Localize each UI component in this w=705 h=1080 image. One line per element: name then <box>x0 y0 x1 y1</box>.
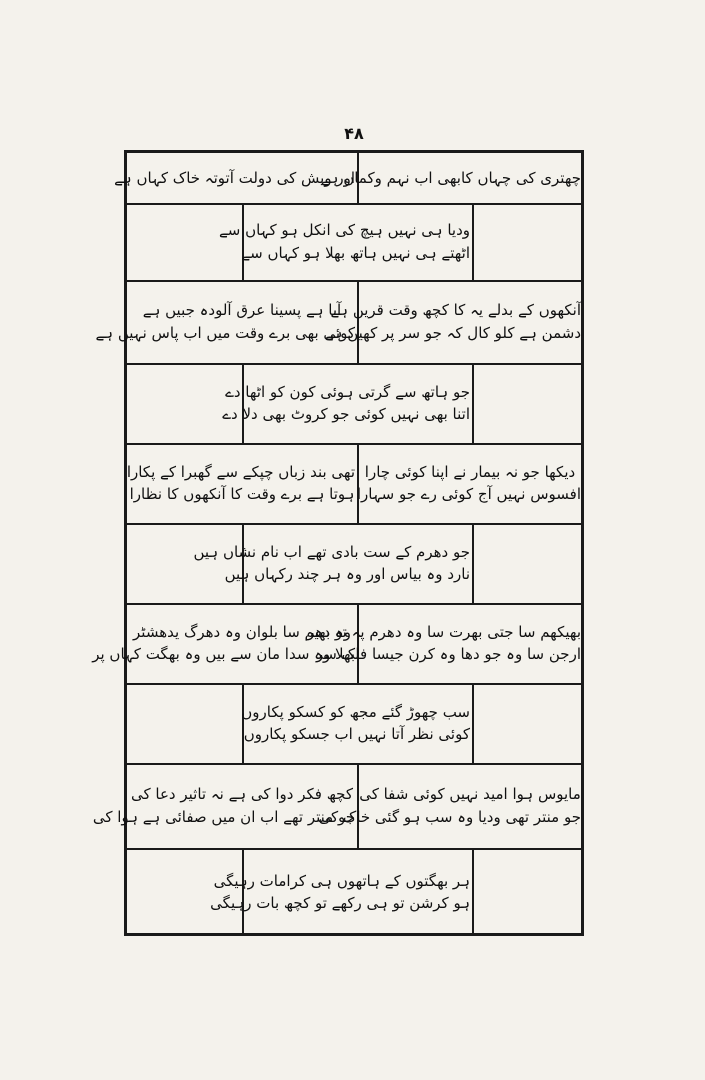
verse-line: جو منتر تھے اب ان میں صفائی ہے ہوا کی <box>92 807 355 826</box>
verse-line: آیا ہے پسینا عرق آلودہ جبیں ہے <box>142 301 342 319</box>
verse-line: چھتری کی چہاں کابھی اب نہم وکماں ہے <box>320 168 581 187</box>
poem-table <box>92 150 584 936</box>
column-divider <box>472 683 474 763</box>
verse-line: جو دھرم کے ست بادی تھے اب نام نشاں ہیں <box>193 542 470 561</box>
verse-line: اور ویش کی دولت آتوتہ خاک کہاں ہے <box>114 168 355 187</box>
verse-line: آنکھوں کے بدلے یہ کا کچھ وقت قریں ہے <box>330 301 581 319</box>
verse-line: دیکھا جو نہ بیمار نے اپنا کوئی چارا <box>364 462 576 481</box>
verse-line: ارجن سا وہ جو دھا وہ کرن جیسا فلک سر <box>316 645 581 663</box>
column-divider <box>472 848 474 936</box>
verse-left-cell <box>126 445 355 521</box>
verse-line: اتنا بھی نہیں کوئی جو کروٹ بھی دلا دے <box>222 405 470 423</box>
verse-line: بھیکھم سا جتی بھرت سا وہ دھرم پہ تو دھر <box>307 622 581 641</box>
verse-line: جو منتر تھی ودیا وہ سب ہو گئی خاک کی <box>318 807 581 826</box>
verse-line: بھلا وہ سدا مان سے بیں وہ بھگت کہاں پر <box>92 645 355 663</box>
verse-right-cell <box>356 445 581 521</box>
verse-center-cell <box>218 205 470 278</box>
verse-left-cell <box>92 605 355 681</box>
verse-line: کوئی نظر آتا نہیں اب جسکو پکاروں <box>243 725 470 743</box>
verse-right-cell <box>324 282 581 361</box>
verse-line: نارد وہ بیاس اور وہ ہر چند رکہاں ہیں <box>224 565 470 583</box>
verse-line: کوئی بھی برے وقت میں اب پاس نہیں ہے <box>95 323 355 342</box>
verse-line: ودیا ہی نہیں ہیچ کی انکل ہو کہاں سے <box>218 221 470 239</box>
verse-center-cell <box>193 525 470 601</box>
verse-left-cell <box>114 155 355 201</box>
verse-center-cell <box>210 850 470 934</box>
verse-line: سب چھوڑ گئے مجھ کو کسکو پکاروں <box>241 702 470 721</box>
verse-center-cell <box>241 685 470 761</box>
column-divider <box>472 523 474 603</box>
page-number: ۴۸ <box>344 124 364 143</box>
verse-line: اٹھتے ہی نہیں ہاتھ بھلا ہو کہاں سے <box>241 243 470 262</box>
verse-line: مایوس ہوا امید نہیں کوئی شفا کی <box>359 785 581 803</box>
verse-line: ہوتا ہے برے وقت کا آنکھوں کا نظارا <box>129 485 355 503</box>
verse-right-cell <box>320 155 581 201</box>
verse-line: کچھ فکر دوا کی ہے نہ تاثیر دعا کی <box>130 785 354 803</box>
verse-left-cell <box>95 282 355 361</box>
column-divider <box>472 363 474 443</box>
verse-line: وہ بھیم سا بلوان وہ دھرگ یدھشٹر <box>133 622 351 641</box>
verse-center-cell <box>222 365 470 441</box>
verse-line: افسوس نہیں آج کوئی رے جو سہارا <box>356 485 581 503</box>
verse-right-cell <box>318 765 581 846</box>
verse-line: جو ہاتھ سے گرتی ہوئی کون کو اٹھا دے <box>225 382 470 401</box>
verse-line: ہر بھگتوں کے ہاتھوں ہی کرامات رہیگی <box>213 871 470 890</box>
verse-line: تھی بند زباں چپکے سے گھبرا کے پکارا <box>126 462 355 481</box>
verse-line: ہو کرشن تو ہی رکھے تو کچھ بات رہیگی <box>210 894 470 912</box>
column-divider <box>472 203 474 280</box>
verse-left-cell <box>92 765 355 846</box>
verse-right-cell <box>307 605 581 681</box>
verse-line: دشمن ہے کلو کال کہ جو سر پر کھیں ہے <box>324 323 581 342</box>
